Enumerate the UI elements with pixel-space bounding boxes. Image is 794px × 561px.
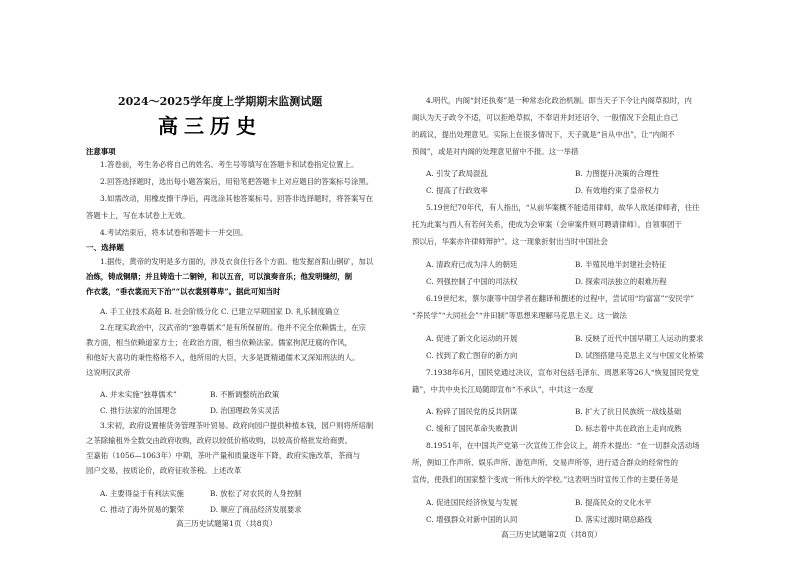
question-line: 教方面，相当依赖道家方士；在政治方面，相当依赖法家。儒家拘泥迂腐的作风，	[86, 338, 353, 347]
option-d: D. 标志着中共在政治上走向成熟	[575, 424, 682, 433]
option-c: C. 缓和了国民革命失败教训	[426, 424, 518, 433]
option-c: C. 列强控制了中国的司法权	[426, 277, 518, 286]
option-a: A. 促进国民经济恢复与发展	[426, 498, 518, 507]
option-d: D. 治国理政务实灵活	[210, 406, 280, 415]
option-a: A. 主要得益于有利法实施	[100, 489, 184, 498]
option-b: B. 力图提升决策的合理性	[575, 169, 660, 178]
option-c: C. 推行法家的治国理念	[100, 406, 177, 415]
question-line: “养民学”“大同社会”“井田制”等思想来理解马克思主义。这一做法	[412, 311, 627, 320]
question-line: 5.19世纪70年代，有人指出，“从前华案概不能适用律师，故华人欲延律师者，往往	[426, 203, 700, 212]
option-b: B. 半殖民地半封建社会特征	[575, 260, 667, 269]
question-line: 之茶除输租外全数交由政府收购，政府以较低价格收购，以较高价格批发给商贾。	[86, 436, 353, 445]
option-b: B. 不断调整统治政策	[210, 390, 280, 399]
option-d: D. 试图搭建马克思主义与中国文化桥梁	[575, 351, 704, 360]
question-line: 1.据传，黄帝的发明是多方面的，涉及衣食住行各个方面。他发掘首阳山铜矿，加以	[100, 257, 374, 266]
question-line: 作衣裳，“垂衣裳而天下治”“以衣裳别尊卑”。据此可知当时	[86, 287, 281, 296]
question-line: 至嘉佑（1056—1063年）中期，茶叶产量和质量逐年下降，政府实施改革，茶商与	[86, 451, 361, 460]
notice-line: 1.答卷前，考生务必将自己的姓名、考生号等填写在答题卡和试卷指定位置上。	[100, 160, 359, 169]
page-footer: 高三历史试题第1页（共8页）	[176, 519, 277, 528]
notice-line: 2.回答选择题时，选出每小题答案后，用铅笔把答题卡上对应题目的答案标号涂黑。	[100, 177, 374, 186]
option-c: C. 推动了海外贸易的繁荣	[100, 505, 184, 514]
question-line: 阁认为天子政令不适，可以拒绝草拟，不奉诏并封还诏令，一般情况下会阻止自己	[412, 113, 679, 122]
question-line: 6.19世纪末，蔡尔康等中国学者在翻译和撰述的过程中，尝试用“均富富”“安民学”	[426, 294, 695, 303]
option-b: B. 反映了近代中国早期工人运动的要求	[575, 334, 704, 343]
option-a: A. 粉碎了国民党的反共阴谋	[426, 407, 518, 416]
question-line: 预闻”，或是对内阁的处理意见留中不报。这一举措	[412, 147, 579, 156]
option-d: D. 有效地约束了皇帝权力	[575, 186, 660, 195]
notice-heading: 注意事项	[86, 147, 116, 156]
option-b: B. 扩大了抗日民族统一战线基础	[575, 407, 682, 416]
option-d: D. 顺应了商品经济发展要求	[210, 505, 302, 514]
option-b: B. 放松了对农民的人身控制	[210, 489, 302, 498]
option-b: B. 提高民众的文化水平	[575, 498, 652, 507]
notice-line: 3.如需改动，用橡皮擦干净后，再选涂其他答案标号。回答非选择题时，将答案写在	[100, 194, 374, 203]
question-line: 4.明代，内阁“封还执奏”是一种常态化政治机制。即当天子下令让内阁草拟时，内	[426, 96, 692, 105]
option-a: A. 并未实施“独尊儒术”	[100, 390, 177, 399]
section-heading: 一、选择题	[86, 243, 124, 252]
question-line: 和他好大喜功的秉性格格不入，他所用的大臣，大多是既精通儒术又深知刑法的人。	[86, 353, 360, 362]
option-d: D. 落实过渡时期总路线	[575, 515, 652, 524]
question-line: 籍”，中共中央长江局随即宣布“不承认”，中共这一态度	[412, 385, 594, 394]
option-a: A. 引发了政局混乱	[426, 169, 488, 178]
question-line: 2.在现实政治中，汉武帝的“独尊儒术”是有所保留的。他并不完全依赖儒士，在宗	[100, 323, 366, 332]
question-line: 托为此案与西人有若何关系，使成为会审案（会审案件则可聘请律师）。自领事团干	[412, 220, 682, 229]
question-line: 所，例如工作声所、娱乐声所、游览声所、交易声所等，进行适合群众的经常性的	[412, 458, 679, 467]
question-options: A. 手工业技术高超 B. 社会阶级分化 C. 已建立早期国家 D. 礼乐制度确立	[100, 307, 340, 316]
question-line: 7.1938年6月，国民党通过决议，宣布对包括毛泽东、周恩来等26人“恢复国民党党	[426, 368, 699, 377]
exam-subject: 高三历史	[158, 114, 262, 138]
option-c: C. 提高了行政效率	[426, 186, 488, 195]
question-line: 宣传，使我们的国家整个变成一所伟大的学校。”这表明当时宣传工作的主要任务是	[412, 475, 679, 484]
exam-title: 2024～2025学年度上学期期末监测试题	[118, 95, 323, 108]
notice-line: 答题卡上，写在本试卷上无效。	[86, 211, 190, 220]
question-line: 3.宋初，政府设置榷货务管理茶叶贸易。政府向园户提供种植本钱，园户则将所焙制	[100, 421, 374, 430]
exam-page-2	[397, 0, 794, 561]
question-line: 这说明汉武帝	[86, 368, 131, 377]
option-c: C. 增强群众对新中国的认同	[426, 515, 518, 524]
page-footer: 高三历史试题第2页（共8页）	[501, 530, 602, 539]
option-a: A. 促进了新文化运动的开展	[426, 334, 518, 343]
option-d: D. 探索司法独立的艰难历程	[575, 277, 667, 286]
question-line: 园户交易，按质论价，政府征收茶税。上述改革	[86, 466, 242, 475]
option-a: A. 清政府已成为洋人的朝廷	[426, 260, 518, 269]
question-line: 8.1951年，在中国共产党第一次宣传工作会议上，胡乔木提出：“在一切群众活动场	[426, 441, 700, 450]
question-line: 预以后，华案亦许律师辩护”。这一现象折射出当时中国社会	[412, 237, 608, 246]
question-line: 的疏议，提出处理意见。实际上在很多情况下，天子就是“旨从中出”，让“内阁不	[412, 130, 675, 139]
notice-line: 4.考试结束后，将本试卷和答题卡一并交回。	[100, 228, 248, 237]
question-line: 冶炼，铸成铜鼎；并且铸造十二铜钟，和以五音，可以演奏音乐；他发明缝纫，制	[86, 272, 353, 281]
option-c: C. 找到了救亡图存的新方向	[426, 351, 518, 360]
